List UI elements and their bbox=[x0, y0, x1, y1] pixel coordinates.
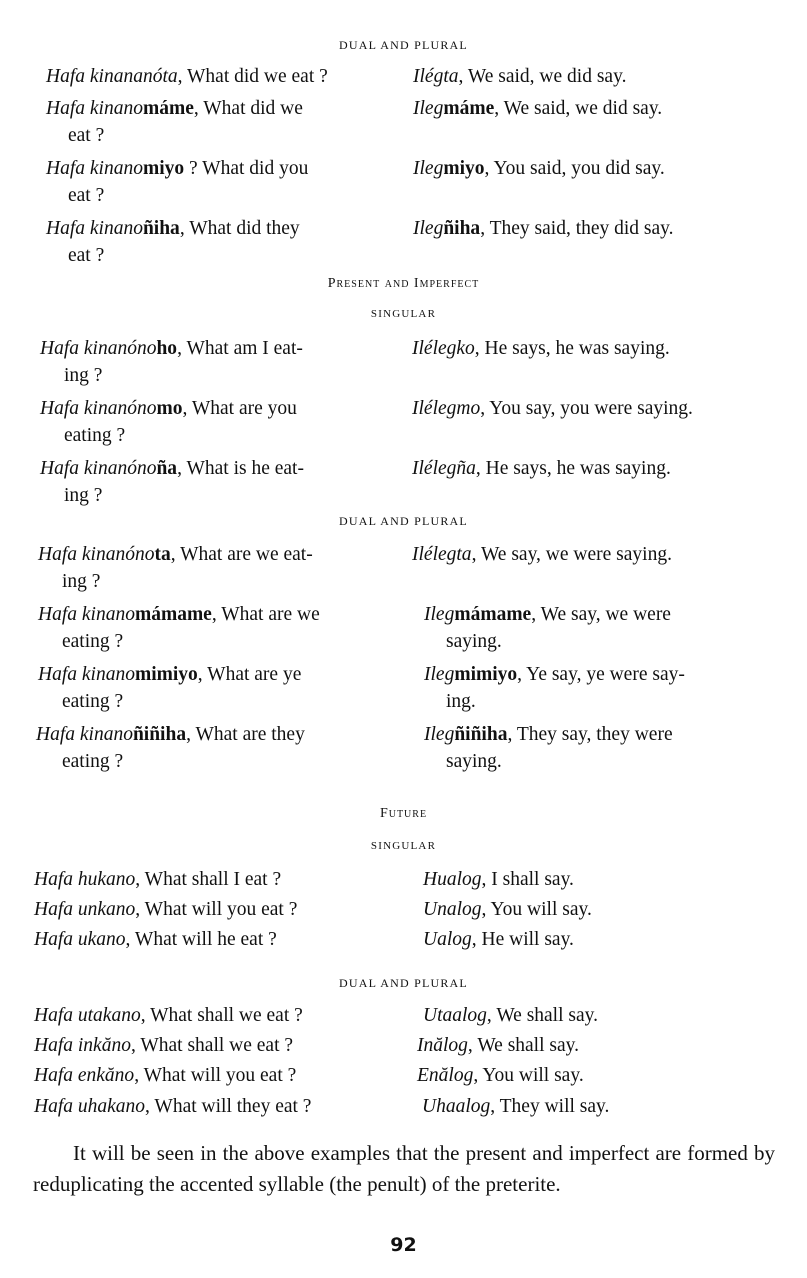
book-page: DUAL AND PLURAL Hafa kinananóta, What did we eat ? Ilégta, We said, we did say. Hafa kinanomáme, What did we eat ? Ilegmáme, We said, we did say. Hafa kinanomiyo ? What did you eat ? Ilegmiyo, You said, you did say. Hafa kinanoñiha, What did they eat ? Ilegñiha, They said, they did say. Present and Imperfect SINGULAR Hafa kinanónoho, What am I eat- ing ? Ilélegko, He says, he was saying. Hafa kinanónomo, What are you eating ? Ilélegmo, You say, you were saying. Hafa kinanónoña, What is he eat- ing ? Ilélegña, He says, he was saying. DUAL AND PLURAL Hafa kinanónota, What are we eat- ing ? Ilélegta, We say, we were saying. Hafa kinanomámame, What are we eating ? Ilegmámame, We say, we were saying. Hafa kinanomimiyo, What are ye eating ? Ilegmimiyo, Ye say, ye were say- ing. Hafa kinanoñiñiha, What are they eating ? Ilegñiñiha, They say, they were saying. Future SINGULAR Hafa hukano, What shall I eat ? Hualog, I shall say. Hafa unkano, What will you eat ? Unalog, You will say. Hafa ukano, What will he eat ? Ualog, He will say. DUAL AND PLURAL Hafa utakano, What shall we eat ? Utaalog, We shall say. Hafa inkăno, What shall we eat ? Inălog, We shall say. Hafa enkăno, What will you eat ? Enălog, You will say. Hafa uhakano, What will they eat ? Uhaalog, They will say. It will be seen in the above examples that the present and imperfect are formed by reduplicating the accented syllable (the penult) of the preterite. 92 bbox=[0, 0, 807, 1278]
heading-singular: SINGULAR bbox=[370, 308, 437, 320]
heading-future: Future bbox=[379, 806, 428, 821]
page-number: 92 bbox=[390, 1234, 417, 1256]
heading-dual-plural: DUAL AND PLURAL bbox=[339, 976, 468, 990]
body-paragraph: It will be seen in the above examples that the present and imperfect are formed by reduplicating the accented syllable (the penult) of the preterite. bbox=[33, 1141, 775, 1196]
heading-singular: SINGULAR bbox=[370, 840, 437, 852]
heading-dual-plural: DUAL AND PLURAL bbox=[339, 514, 468, 528]
heading-dual-plural: DUAL AND PLURAL bbox=[339, 38, 468, 52]
heading-present-imperfect: Present and Imperfect bbox=[327, 276, 480, 291]
